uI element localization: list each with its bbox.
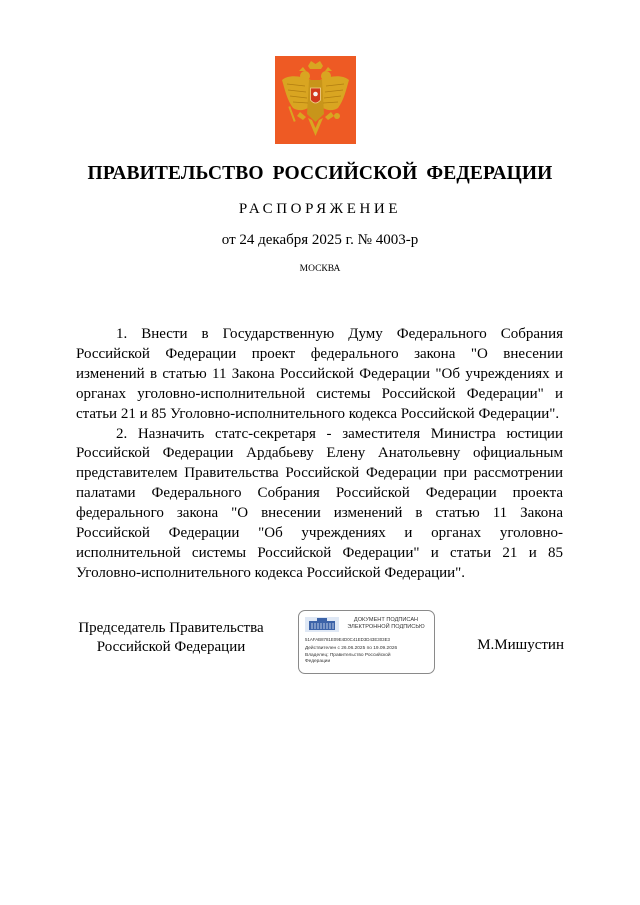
document-city: МОСКВА: [299, 264, 341, 274]
signer-title-line-2: Российской Федерации: [96, 638, 246, 655]
document-type: РАСПОРЯЖЕНИЕ: [238, 201, 402, 217]
russian-coat-of-arms-icon: [275, 56, 356, 144]
stamp-heading: [341, 617, 431, 631]
stamp-heading-line-2: ЭЛЕКТРОННОЙ ПОДПИСЬЮ: [347, 624, 425, 630]
signer-title: [66, 619, 276, 656]
document-date-number: от 24 декабря 2025 г. № 4003-р: [221, 232, 419, 248]
order-paragraph-1: 1. Внести в Государственную Думу Федерального Собрания Российской Федерации проект федерального закона "О внесении изменений в статью 11 Закона Российской Федерации "Об учреждениях и органах уголовно-исполнительной системы Российской Федерации" и статьи 21 и 85 Уголовно-исполнительного кодекса Российской Федерации".: [76, 326, 563, 422]
order-body: [76, 325, 563, 584]
certificate-owner: [305, 653, 425, 665]
stamp-heading-line-1: ДОКУМЕНТ ПОДПИСАН: [353, 617, 419, 623]
certificate-validity: Действителен с 26.06.2025 по 19.09.2026: [305, 646, 398, 651]
government-title: ПРАВИТЕЛЬСТВО РОССИЙСКОЙ ФЕДЕРАЦИИ: [87, 163, 553, 184]
signer-title-line-1: Председатель Правительства: [78, 620, 264, 636]
government-building-icon: [305, 617, 339, 632]
order-paragraph-2: 2. Назначить статс-секретаря - заместителя Министра юстиции Российской Федерации Ардабьеву Елену Анатольевну официальным представителем Правительства Российской Федерации при рассмотрении палатами Федерального Собрания Российской Федерации проекта федерального закона "О внесении изменений в статью 11 Закона Российской Федерации "Об учреждениях и органах уголовно-исполнительной системы Российской Федерации" и статьи 21 и 85 Уголовно-исполнительного кодекса Российской Федерации".: [76, 425, 563, 581]
certificate-owner-line-2: Федерации: [305, 659, 331, 665]
certificate-serial: 51AFAB8781E09E4D0C41ED3D43E303E3: [305, 637, 390, 642]
signer-name: М.Мишустин: [477, 637, 564, 653]
electronic-signature-stamp: [298, 610, 435, 674]
certificate-owner-line-1: Владелец: Правительство Российской: [305, 653, 391, 658]
